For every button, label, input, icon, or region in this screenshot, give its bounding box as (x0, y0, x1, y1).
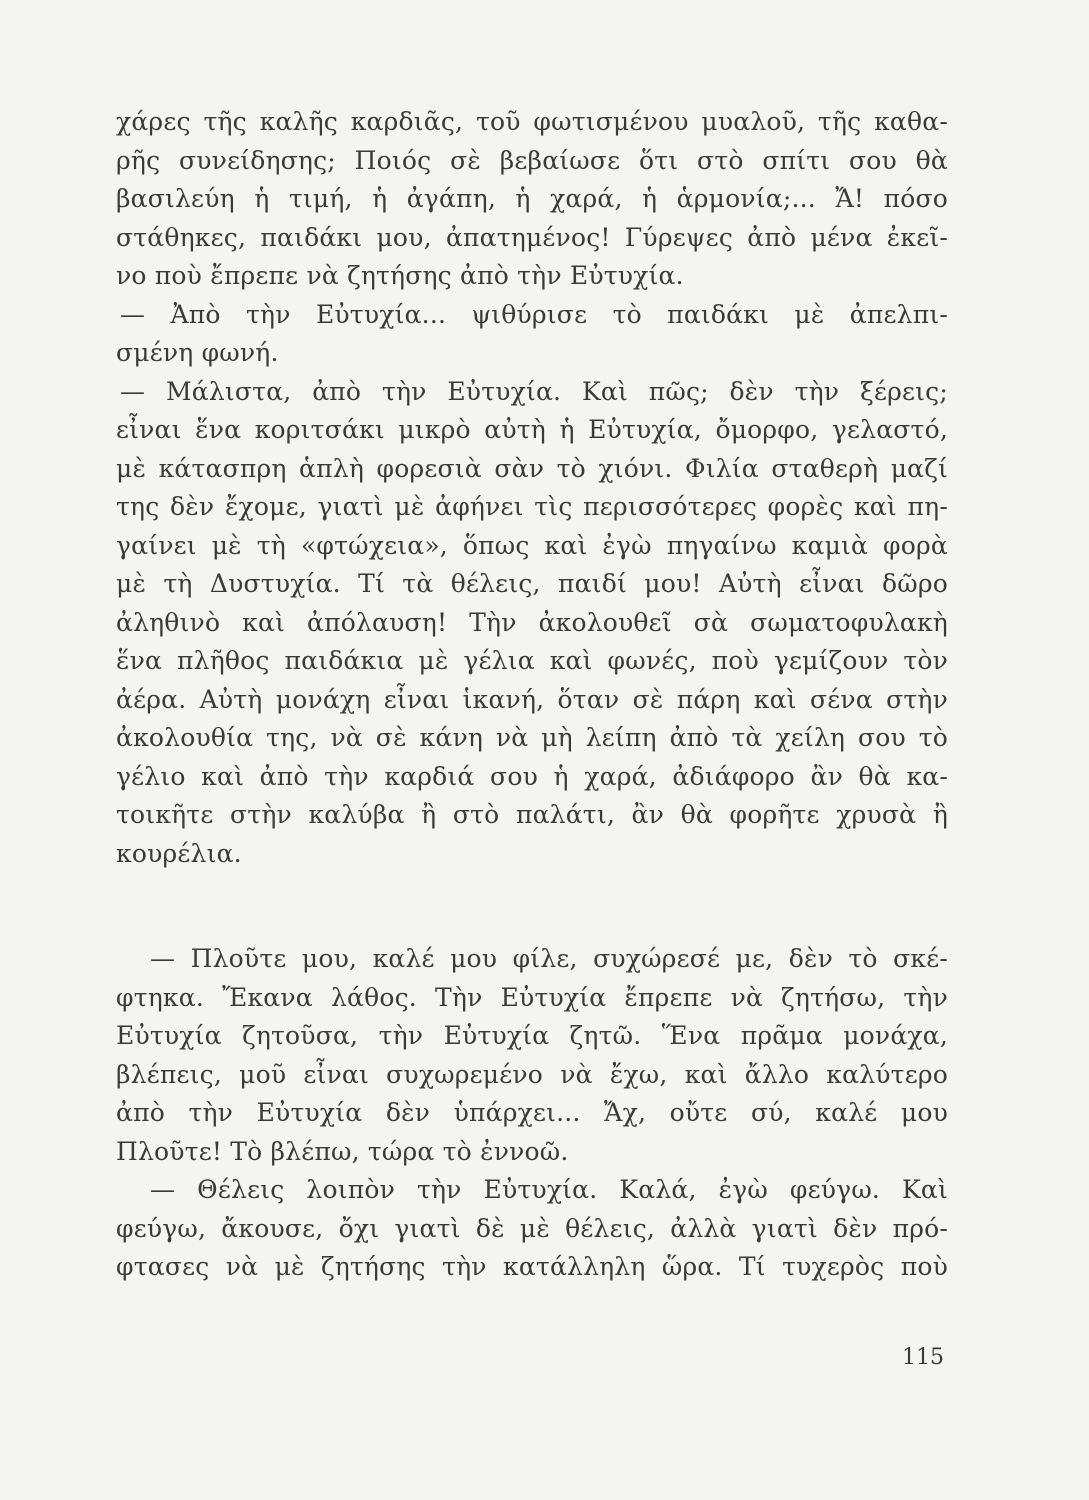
text-line: στάθηκες, παιδάκι μου, ἀπατημένος! Γύρεψες ἀπὸ μένα ἐκεῖ- (116, 222, 948, 252)
text-line: της δὲν ἔχομε, γιατὶ μὲ ἀφήνει τὶς περισσότερες φορὲς καὶ πη- (116, 492, 948, 521)
text-line: — Μάλιστα, ἀπὸ τὴν Εὐτυχία. Καὶ πῶς; δὲν τὴν ξέρεις; (120, 376, 948, 406)
text-line: νο ποὺ ἔπρεπε νὰ ζητήσης ἀπὸ τὴν Εὐτυχία. (116, 261, 684, 290)
text-block-upper (116, 103, 948, 873)
text-line: Πλοῦτε! Τὸ βλέπω, τώρα τὸ ἐννοῶ. (116, 1136, 569, 1166)
text-line: εἶναι ἕνα κοριτσάκι μικρὸ αὐτὴ ἡ Εὐτυχία, ὄμορφο, γελαστό, (116, 415, 948, 444)
text-line: φεύγω, ἄκουσε, ὄχι γιατὶ δὲ μὲ θέλεις, ἀλλὰ γιατὶ δὲν πρό- (116, 1213, 948, 1243)
text-line: — Πλοῦτε μου, καλέ μου φίλε, συχώρεσέ με, δὲν τὸ σκέ- (150, 944, 948, 973)
text-line: χάρες τῆς καλῆς καρδιᾶς, τοῦ φωτισμένου μυαλοῦ, τῆς καθα- (116, 107, 948, 136)
text-line: μὲ τὴ Δυστυχία. Τί τὰ θέλεις, παιδί μου! Αὐτὴ εἶναι δῶρο (116, 569, 948, 598)
text-line: φτηκα. Ἔκανα λάθος. Τὴν Εὐτυχία ἔπρεπε νὰ ζητήσω, τὴν (116, 982, 948, 1012)
text-line: — Θέλεις λοιπὸν τὴν Εὐτυχία. Καλά, ἐγὼ φεύγω. Καὶ (150, 1175, 948, 1204)
text-line: σμένη φωνή. (116, 338, 279, 367)
text-line: βλέπεις, μοῦ εἶναι συχωρεμένο νὰ ἔχω, καὶ ἄλλο καλύτερο (116, 1059, 948, 1089)
text-line: Εὐτυχία ζητοῦσα, τὴν Εὐτυχία ζητῶ. Ἕνα πρᾶμα μονάχα, (116, 1021, 948, 1050)
text-line: γαίνει μὲ τὴ «φτώχεια», ὅπως καὶ ἐγὼ πηγαίνω καμιὰ φορὰ (116, 530, 948, 560)
text-line: ἀκολουθία της, νὰ σὲ κάνη νὰ μὴ λείπη ἀπὸ τὰ χείλη σου τὸ (116, 723, 948, 752)
text-line: κουρέλια. (116, 838, 242, 868)
text-line: ἀπὸ τὴν Εὐτυχία δὲν ὑπάρχει... Ἄχ, οὔτε σύ, καλέ μου (116, 1098, 948, 1127)
text-block-lower (116, 940, 948, 1287)
text-line: βασιλεύη ἡ τιμή, ἡ ἀγάπη, ἡ χαρά, ἡ ἁρμονία;... Ἄ! πόσο (116, 184, 948, 213)
text-line: ρῆς συνείδησης; Ποιός σὲ βεβαίωσε ὅτι στὸ σπίτι σου θὰ (116, 145, 948, 175)
text-line: ἀέρα. Αὐτὴ μονάχη εἶναι ἱκανή, ὅταν σὲ πάρη καὶ σένα στὴν (116, 684, 948, 714)
text-line: φτασες νὰ μὲ ζητήσης τὴν κατάλληλη ὥρα. Τί τυχερὸς ποὺ (116, 1252, 948, 1281)
text-line: γέλιο καὶ ἀπὸ τὴν καρδιά σου ἡ χαρά, ἀδιάφορο ἂν θὰ κα- (116, 761, 948, 791)
text-line: ἀληθινὸ καὶ ἀπόλαυση! Τὴν ἀκολουθεῖ σὰ σωματοφυλακὴ (116, 607, 948, 637)
text-line: μὲ κάτασπρη ἁπλὴ φορεσιὰ σὰν τὸ χιόνι. Φιλία σταθερὴ μαζί (116, 453, 948, 483)
page-number: 115 (902, 1345, 944, 1370)
text-line: ἕνα πλῆθος παιδάκια μὲ γέλια καὶ φωνές, ποὺ γεμίζουν τὸν (116, 646, 948, 675)
text-line: — Ἀπὸ τὴν Εὐτυχία... ψιθύρισε τὸ παιδάκι μὲ ἀπελπι- (120, 299, 948, 329)
text-line: τοικῆτε στὴν καλύβα ἢ στὸ παλάτι, ἂν θὰ φορῆτε χρυσὰ ἢ (116, 800, 948, 829)
